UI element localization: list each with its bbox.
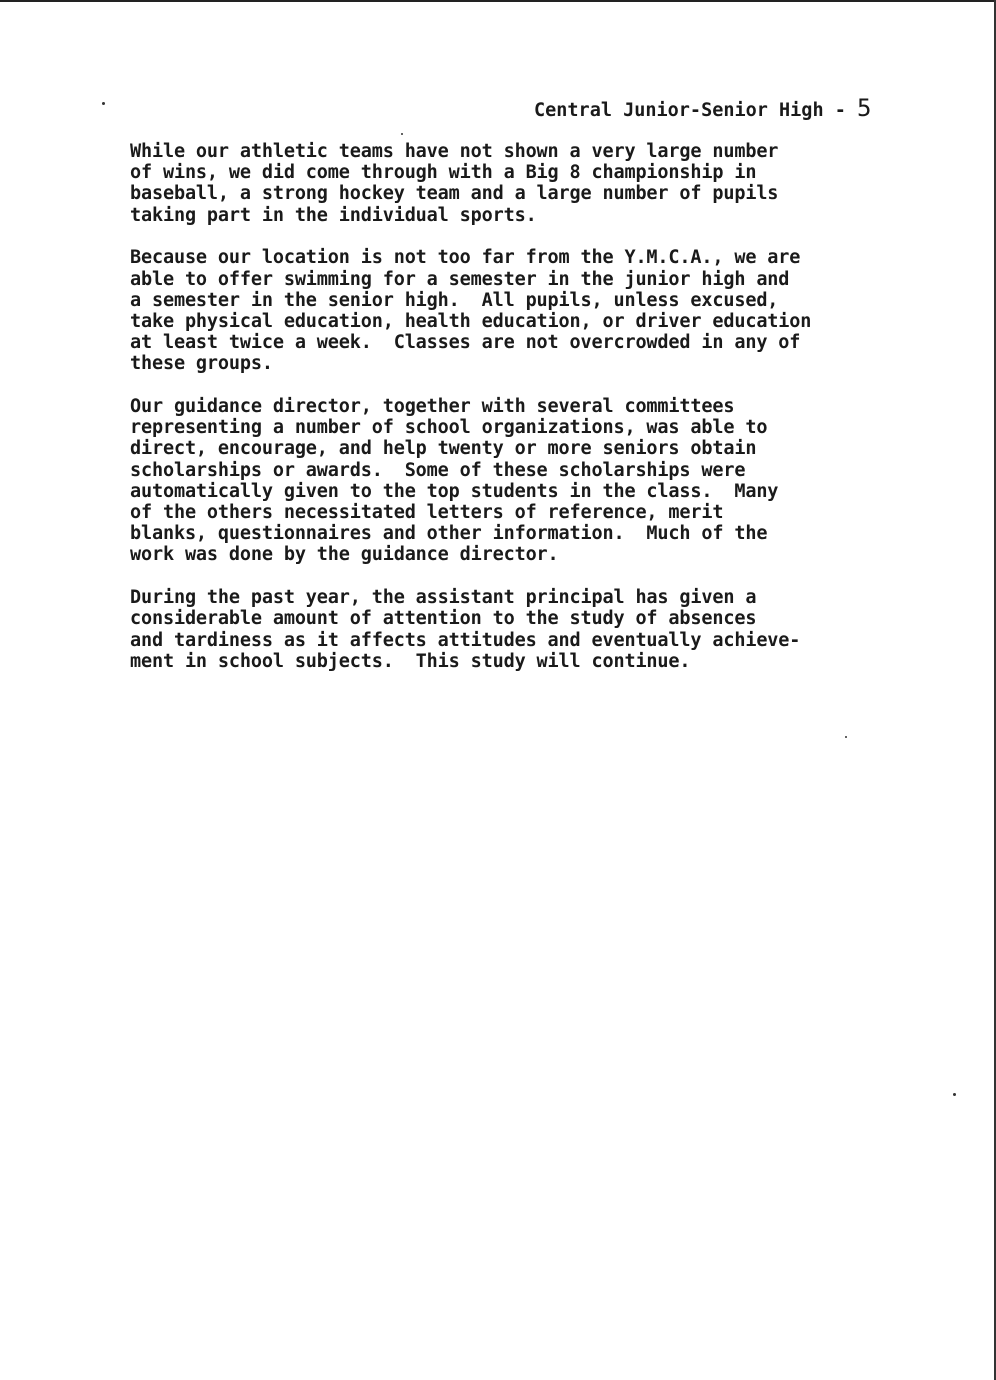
text-line: direct, encourage, and help twenty or more seniors obtain [130, 438, 757, 460]
text-line: representing a number of school organizations, was able to [130, 417, 768, 439]
text-line: work was done by the guidance director. [130, 544, 559, 566]
scan-speck [401, 133, 403, 135]
header-title: Central Junior-Senior High - [534, 100, 846, 121]
text-line: of the others necessitated letters of reference, merit [130, 502, 724, 524]
paragraph-guidance [130, 396, 930, 566]
text-line: considerable amount of attention to the study of absences [130, 608, 757, 630]
text-line: baseball, a strong hockey team and a large number of pupils [130, 183, 779, 205]
text-line: a semester in the senior high. All pupils, unless excused, [130, 289, 779, 311]
text-line: at least twice a week. Classes are not overcrowded in any of [130, 332, 801, 354]
text-line: ment in school subjects. This study will continue. [130, 650, 691, 672]
text-line: Because our location is not too far from the Y.M.C.A., we are [130, 247, 801, 269]
scan-speck [102, 102, 105, 105]
text-line: While our athletic teams have not shown a very large number [130, 141, 779, 162]
text-line: scholarships or awards. Some of these scholarships were [130, 459, 746, 481]
paragraph-physical-education [130, 247, 930, 374]
text-line: During the past year, the assistant principal has given a [130, 587, 757, 609]
text-line: automatically given to the top students in the class. Many [130, 480, 779, 502]
paragraph-athletics [130, 141, 930, 226]
scan-speck [953, 1093, 956, 1096]
page-header [534, 94, 871, 122]
scan-speck [845, 736, 847, 738]
page-number: 5 [857, 94, 872, 122]
scan-edge-top [0, 0, 996, 2]
text-line: Our guidance director, together with several committees [130, 396, 735, 418]
text-line: of wins, we did come through with a Big 8 championship in [130, 162, 757, 184]
text-line: take physical education, health education, or driver education [130, 310, 812, 332]
text-line: and tardiness as it affects attitudes and eventually achieve- [130, 629, 801, 651]
text-line: these groups. [130, 353, 273, 375]
text-line: blanks, questionnaires and other information. Much of the [130, 523, 768, 545]
paragraph-attendance-study [130, 587, 930, 672]
text-line: taking part in the individual sports. [130, 204, 537, 226]
text-line: able to offer swimming for a semester in the junior high and [130, 268, 790, 290]
document-body [130, 141, 930, 693]
